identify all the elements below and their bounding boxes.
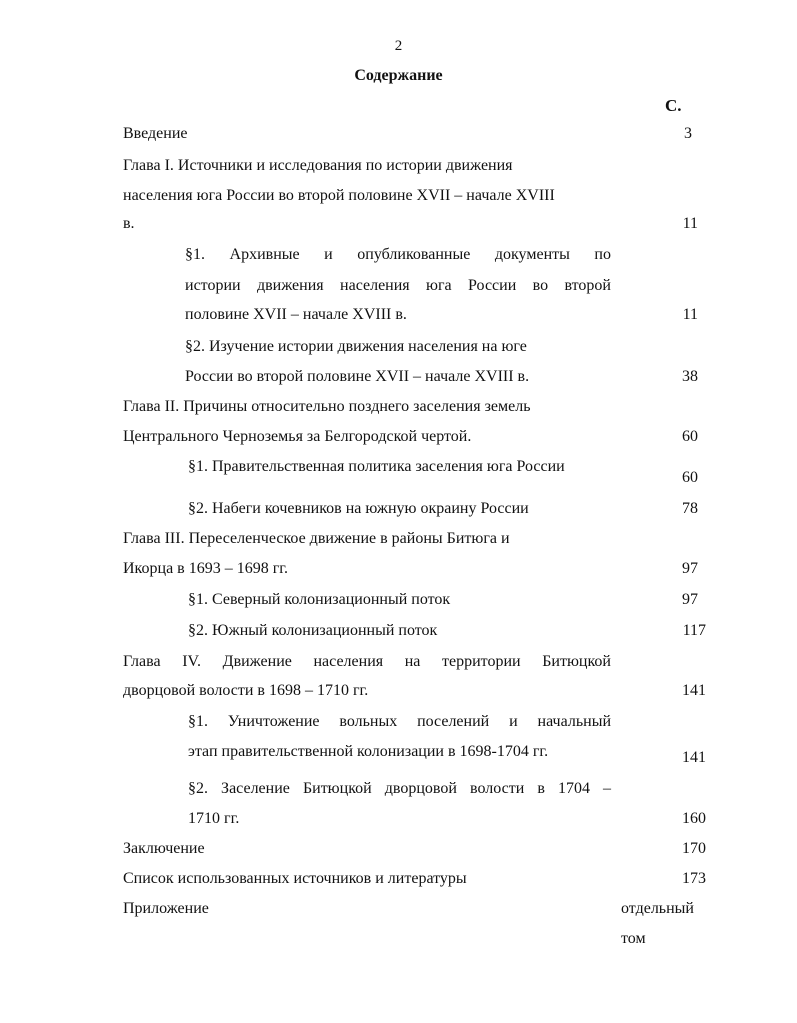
toc-chapter-3-line-1: Глава III. Переселенческое движение в районы Битюга и — [123, 530, 510, 547]
toc-page-intro: 3 — [684, 125, 692, 142]
toc-chapter-1-line-1: Глава I. Источники и исследования по истории движения — [123, 157, 513, 174]
toc-ch4-section-2-line-2: 1710 гг. — [188, 810, 240, 827]
toc-ch4-section-1-line-2: этап правительственной колонизации в 1698-1704 гг. — [188, 743, 549, 760]
page-title: Содержание — [354, 67, 443, 84]
toc-chapter-3-line-2: Икорца в 1693 – 1698 гг. — [123, 560, 289, 577]
toc-ch4-section-1-line-1: §1. Уничтожение вольных поселений и начальный — [188, 713, 611, 730]
toc-entry-conclusion: Заключение — [123, 840, 205, 857]
toc-page-ch3-section-1: 97 — [682, 591, 698, 608]
toc-page-ch1-section-2: 38 — [682, 368, 698, 385]
toc-page-chapter-3: 97 — [682, 560, 698, 577]
toc-page-ch4-section-1: 141 — [682, 749, 706, 766]
toc-page-ch1-section-1: 11 — [682, 306, 698, 323]
toc-page-ch2-section-2: 78 — [682, 500, 698, 517]
toc-page-ch2-section-1: 60 — [682, 469, 698, 486]
toc-chapter-1-line-3: в. — [123, 215, 135, 232]
toc-ch2-section-2: §2. Набеги кочевников на южную окраину России — [188, 500, 529, 517]
toc-ch2-section-1: §1. Правительственная политика заселения юга России — [188, 458, 565, 475]
toc-page-chapter-4: 141 — [682, 682, 706, 699]
page-column-header: С. — [665, 96, 682, 115]
toc-ch3-section-2: §2. Южный колонизационный поток — [188, 622, 438, 639]
toc-page-ch4-section-2: 160 — [682, 810, 706, 827]
toc-page-chapter-1: 11 — [682, 215, 698, 232]
toc-page-chapter-2: 60 — [682, 428, 698, 445]
toc-ch3-section-1: §1. Северный колонизационный поток — [188, 591, 451, 608]
toc-chapter-2-line-1: Глава II. Причины относительно позднего заселения земель — [123, 398, 531, 415]
toc-ch1-section-1-line-2: истории движения населения юга России во второй — [185, 277, 611, 294]
toc-page-conclusion: 170 — [682, 840, 706, 857]
toc-entry-appendix: Приложение — [123, 900, 209, 917]
toc-ch1-section-1-line-3: половине XVII – начале XVIII в. — [185, 306, 407, 323]
toc-page-appendix-line-2: том — [621, 930, 646, 947]
toc-entry-sources: Список использованных источников и литературы — [123, 870, 467, 887]
toc-chapter-4-line-1: Глава IV. Движение населения на территории Битюцкой — [123, 653, 611, 670]
toc-entry-intro: Введение — [123, 125, 188, 142]
toc-chapter-1-line-2: населения юга России во второй половине XVII – начале XVIII — [123, 187, 555, 204]
toc-ch1-section-2-line-2: России во второй половине XVII – начале XVIII в. — [185, 368, 530, 385]
toc-chapter-2-line-2: Центрального Черноземья за Белгородской чертой. — [123, 428, 472, 445]
toc-ch1-section-2-line-1: §2. Изучение истории движения населения на юге — [185, 338, 527, 355]
toc-chapter-4-line-2: дворцовой волости в 1698 – 1710 гг. — [123, 682, 369, 699]
toc-ch4-section-2-line-1: §2. Заселение Битюцкой дворцовой волости в 1704 – — [188, 780, 611, 797]
page-number: 2 — [394, 38, 403, 54]
toc-page-ch3-section-2: 117 — [682, 622, 706, 639]
toc-page-appendix-line-1: отдельный — [621, 900, 694, 917]
toc-page-sources: 173 — [682, 870, 706, 887]
toc-ch1-section-1-line-1: §1. Архивные и опубликованные документы по — [185, 246, 611, 263]
